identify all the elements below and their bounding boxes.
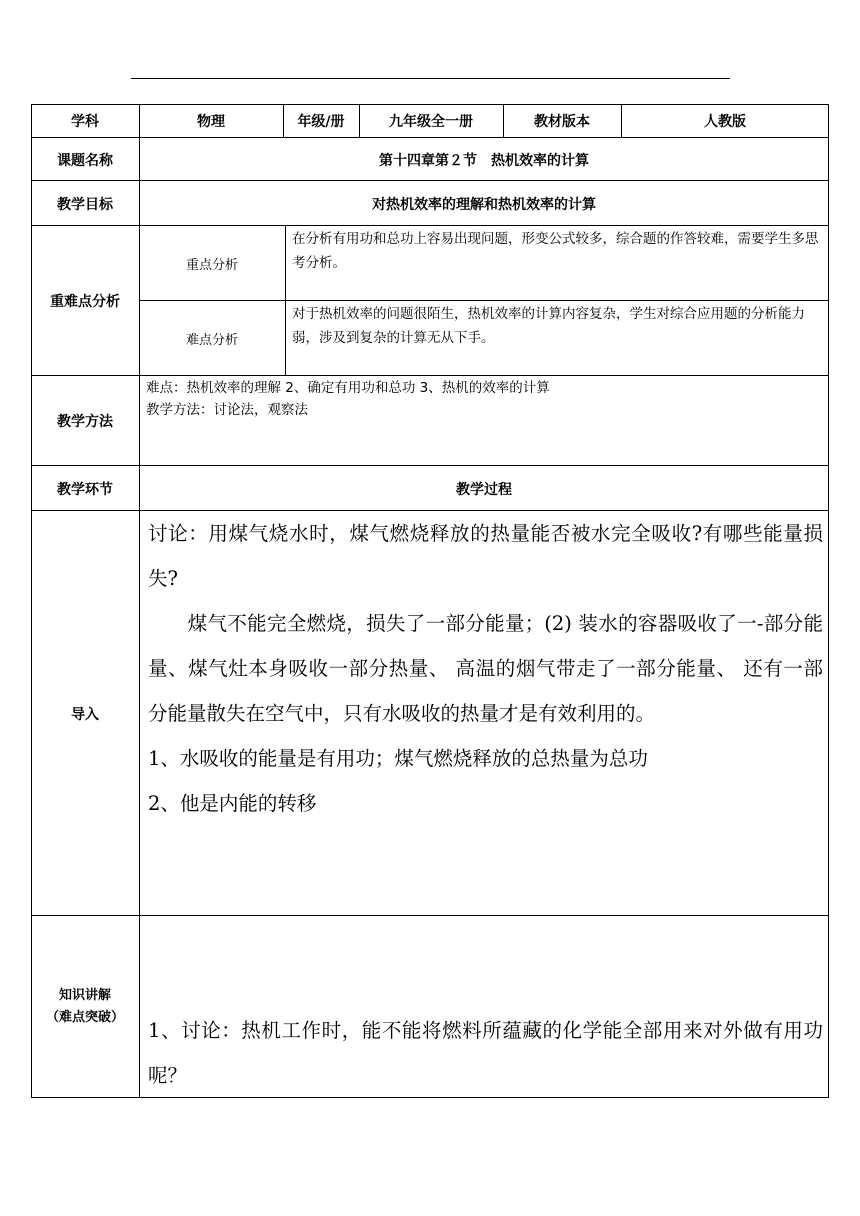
- goal-value: 对热机效率的理解和热机效率的计算: [372, 196, 596, 213]
- knowledge-text: 1、讨论：热机工作时，能不能将燃料所蕴藏的化学能全部用来对外做有用功呢？: [148, 1019, 823, 1087]
- key-points-label: 重难点分析: [50, 294, 120, 310]
- subject-value: 物理: [197, 114, 225, 130]
- intro-label: 导入: [71, 706, 99, 723]
- intro-paragraph: 煤气不能完全燃烧，损失了一部分能量；(2) 装水的容器吸收了一-部分能量、煤气灶本身吸收一部分热量、 高温的烟气带走了一部分能量、 还有一部分能量散失在空气中，只有水吸收的热量才是有效利用的。: [148, 612, 823, 725]
- intro-body: [148, 511, 823, 915]
- difficulty-text: 对于热机效率的问题很陌生，热机效率的计算内容复杂，学生对综合应用题的分析能力弱，涉及到复杂的计算无从下手。: [292, 306, 805, 346]
- focus-text: 在分析有用功和总功上容易出现问题，形变公式较多，综合题的作答较难，需要学生多思考分析。: [292, 231, 819, 271]
- lesson-title-value: 第十四章第２节 热机效率的计算: [379, 152, 589, 169]
- intro-paragraph: 2、他是内能的转移: [148, 792, 317, 815]
- process-header-value: 教学过程: [456, 481, 512, 498]
- lesson-title-label: 课题名称: [57, 152, 113, 169]
- method-line-2: 教学方法：讨论法，观察法: [146, 402, 308, 418]
- edition-value: 人教版: [704, 114, 746, 130]
- goal-label: 教学目标: [57, 196, 113, 213]
- method-label: 教学方法: [57, 414, 113, 430]
- intro-paragraph: 讨论：用煤气烧水时，煤气燃烧释放的热量能否被水完全吸收?有哪些能量损失?: [148, 522, 823, 590]
- knowledge-label-line-1: 知识讲解: [58, 988, 111, 1003]
- process-header-label: 教学环节: [57, 481, 113, 498]
- grade-label: 年级/册: [297, 114, 345, 130]
- grade-value: 九年级全一册: [389, 114, 473, 130]
- focus-label: 重点分析: [185, 258, 238, 273]
- edition-label: 教材版本: [534, 114, 590, 130]
- knowledge-label-line-2: （难点突破）: [45, 1010, 124, 1025]
- subject-label: 学科: [71, 114, 99, 130]
- difficulty-label: 难点分析: [185, 333, 238, 348]
- method-line-1: 难点：热机效率的理解 2、确定有用功和总功 3、热机的效率的计算: [146, 380, 550, 396]
- intro-paragraph: 1、水吸收的能量是有用功；煤气燃烧释放的总热量为总功: [148, 747, 648, 770]
- knowledge-label: [31, 916, 139, 1098]
